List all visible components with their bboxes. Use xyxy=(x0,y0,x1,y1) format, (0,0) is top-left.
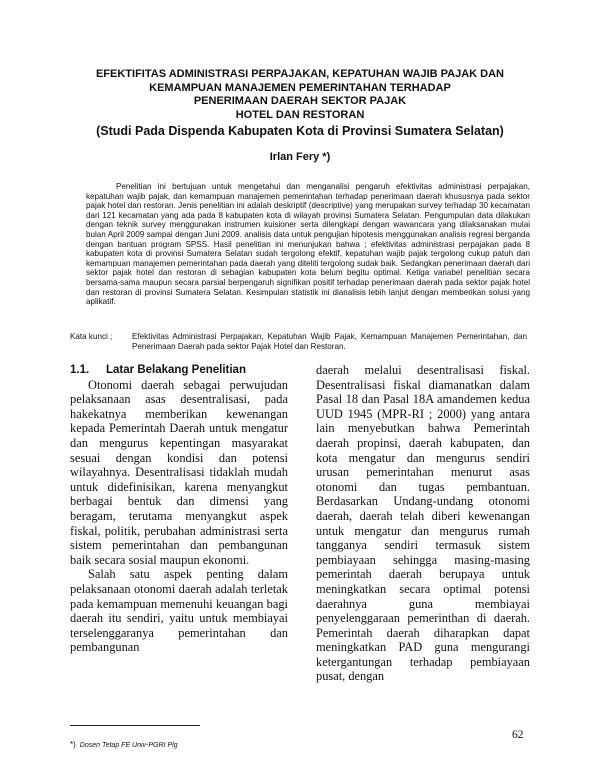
author-name: Irlan Fery *) xyxy=(269,151,331,163)
footnote xyxy=(70,740,178,749)
paragraph-left-1: Otonomi daerah sebagai perwujudan pelaksanaan asas desentralisasi, pada hakekatnya memberikan kewenangan kepada Pemerintah Daerah untuk mengatur dan mengurus kepentingan masyarakat sesuai dengan kondisi dan potensi wilayahnya. Desentralisasi tidaklah mudah untuk didefinisikan, karena menyangkut berbagai bentuk dan dimensi yang beragam, terutama menyangkut aspek fiskal, politik, perubahan administrasi serta sistem pemerintahan dan pembangunan baik secara sosial maupun ekonomi. xyxy=(70,377,288,567)
keywords-text: Efektivitas Administrasi Perpajakan, Kepatuhan Wajib Pajak, Kemampuan Manajemen Pemerintahan, dan Penerimaan Daerah pada sektor Pajak Hotel dan Restoran. xyxy=(132,332,527,351)
footnote-divider xyxy=(70,725,200,726)
body-column-right xyxy=(316,363,530,684)
section-number: 1.1. xyxy=(70,364,90,376)
title-line-1: EFEKTIFITAS ADMINISTRASI PERPAJAKAN, KEPATUHAN WAJIB PAJAK DAN xyxy=(95,68,505,80)
body-column-left xyxy=(70,363,288,655)
page-number: 62 xyxy=(512,729,524,741)
title-line-3: PENERIMAAN DAERAH SEKTOR PAJAK xyxy=(193,95,407,107)
title-line-2: KEMAMPUAN MANAJEMEN PEMERINTAHAN TERHADAP xyxy=(149,81,451,94)
paragraph-right-1: daerah melalui desentralisasi fiskal. Desentralisasi fiskal diamanatkan dalam Pasal 18 dan Pasal 18A amandemen kedua UUD 1945 (MPR-RI ; 2000) yang antara lain menyebutkan bahwa Pemerintah daerah propinsi, daerah kabupaten, dan kota mengatur dan mengurus sendiri urusan pemerintahan menurut asas otonomi dan tugas pembantuan. Berdasarkan Undang-undang otonomi daerah, daerah telah diberi kewenangan untuk mengatur dan mengurus rumah tangganya sendiri termasuk sistem pembiayaan sehingga masing-masing pemerintah daerah berupaya untuk meningkatkan secara optimal potensi daerahnya guna membiayai penyelenggaraan pemerinthan di daerah. Pemerintah daerah diharapkan dapat meningkatkan PAD guna mengurangi ketergantungan terhadap pembiayaan pusat, dengan xyxy=(316,363,530,684)
abstract: Penelitian ini bertujuan untuk mengetahui dan menganalisi pengaruh efektivitas administrasi perpajakan, kepatuhan wajib pajak, dan kemampuan manajemen pemerintahan terhadap penerimaan daerah khususnya pada sektor pajak hotel dan restoran. Jenis penelitian ini adalah deskriptif (descriptive) yang merupakan survey terhadap 30 kecamatan dari 121 kecamatan yang ada pada 8 kabupaten kota di wilayah provinsi Sumatera Selatan. Pengumpulan data dilakukan dengan teknik survey menggunakan instrumen kuisioner serta dilengkapi dengan wawancara yang dilaksanakan mulai bulan April 2009 sampai dengan Juni 2009. analisis data untuk pengujian hipotesis menggunakan analisis regresi berganda dengan bantuan program SPSS. Hasil penelitian ini menunjukan bahwa ; efektivitas administrasi perpajakan pada 8 kabupaten kota di provinsi Sumatera Selatan sudah tergolong efektif, kepatuhan wajib pajak tergolong cukup patuh dan kemampuan manajemen pemerintahan pada daerah yang diteliti tergolong sudak baik. Sedangkan penerimaan daerah dari sektor pajak hotel dan restoran di sebagian kabupaten kota belum begitu optimal. Ketiga variabel penelitian secara bersama-sama maupun secara parsial berpengaruh signifikan positif terhadap penerimaan daerah pada sektor pajak hotel dan restoran di provinsi Sumatera Selatan. Kesimpulan statistik ini dianalisis lebih lanjut dengan memberikan solusi yang aplikatif. xyxy=(86,182,530,307)
footnote-mark: *) xyxy=(70,740,76,749)
title-line-4: HOTEL DAN RESTORAN xyxy=(235,108,365,121)
section-heading xyxy=(70,363,288,378)
section-title: Latar Belakang Penelitian xyxy=(106,364,246,376)
paragraph-left-2: Salah satu aspek penting dalam pelaksanaan otonomi daerah adalah terletak pada kemampuan memenuhi keuangan bagi daerah itu sendiri, yaitu untuk membiayai terselenggaranya pemerintahan dan pembangunan xyxy=(70,567,288,655)
title-subtitle: (Studi Pada Dispenda Kabupaten Kota di Provinsi Sumatera Selatan) xyxy=(96,124,504,138)
keywords-label: Kata kunci ; xyxy=(70,332,113,341)
paper-title xyxy=(60,68,540,139)
footnote-text: Dosen Tetap FE Univ-PGRI Plg xyxy=(79,742,178,749)
